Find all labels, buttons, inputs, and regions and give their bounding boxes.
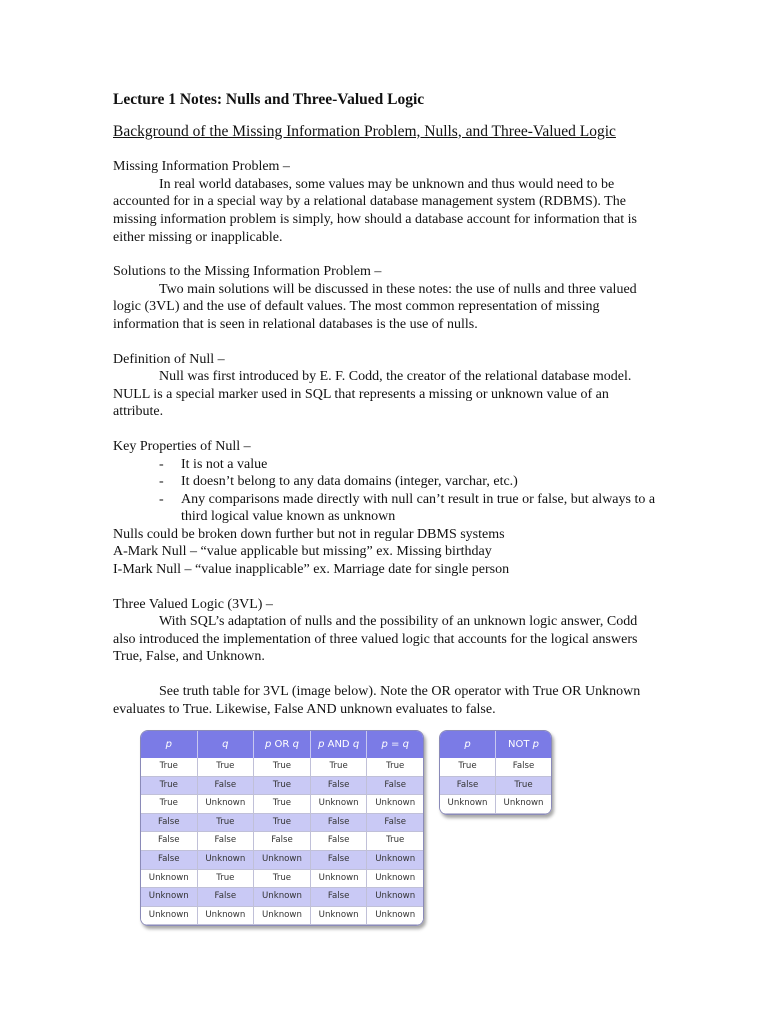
section-heading: Key Properties of Null – — [113, 438, 251, 454]
list-item: - Any comparisons made directly with null can’t result in true or false, but always to a third logical value known as unknown — [159, 491, 658, 526]
table-cell: False — [197, 832, 254, 851]
section-truth-table-note — [113, 683, 658, 718]
table-cell: True — [197, 758, 254, 776]
table-cell: False — [254, 832, 311, 851]
table-cell: False — [310, 813, 367, 832]
table-cell: False — [141, 813, 197, 832]
a-mark-null-line: A-Mark Null – “value applicable but missing” ex. Missing birthday — [113, 544, 492, 560]
section-body: Two main solutions will be discussed in these notes: the use of nulls and three valued logic (3VL) and the use of default values. The most common representation of missing information that is seen in relational databases is the use of nulls. — [113, 281, 637, 332]
table-cell: Unknown — [310, 906, 367, 925]
list-item: - It is not a value — [159, 456, 658, 474]
table-row — [440, 758, 551, 776]
table-cell: Unknown — [367, 795, 423, 814]
table-row — [440, 776, 551, 795]
table-row — [141, 888, 423, 907]
section-body: With SQL’s adaptation of nulls and the possibility of an unknown logic answer, Codd also introduced the implementation of three valued logic that accounts for the logical answers True, False, and Unknown. — [113, 614, 638, 665]
table-cell: False — [310, 888, 367, 907]
section-missing-information — [113, 158, 658, 246]
section-solutions — [113, 263, 658, 333]
section-body: Null was first introduced by E. F. Codd, the creator of the relational database model. NULL is a special marker used in SQL that represents a missing or unknown value of an attribute. — [113, 369, 632, 420]
table-cell: True — [141, 776, 197, 795]
table-cell: False — [141, 850, 197, 869]
section-key-properties — [113, 438, 658, 579]
list-item: - It doesn’t belong to any data domains (integer, varchar, etc.) — [159, 473, 658, 491]
table-cell: True — [197, 869, 254, 888]
table-row — [141, 850, 423, 869]
properties-note: Nulls could be broken down further but not in regular DBMS systems — [113, 526, 505, 542]
table-cell: False — [197, 776, 254, 795]
table-row — [141, 906, 423, 925]
table-cell: Unknown — [310, 795, 367, 814]
table-row — [141, 795, 423, 814]
table-cell: Unknown — [197, 795, 254, 814]
column-header: p = q — [367, 731, 423, 758]
table-cell: False — [367, 813, 423, 832]
column-header: p — [440, 731, 496, 758]
not-truth-table — [439, 730, 552, 815]
table-cell: True — [440, 758, 496, 776]
table-cell: False — [496, 758, 552, 776]
table-cell: False — [197, 888, 254, 907]
truth-tables — [140, 730, 580, 920]
table-cell: Unknown — [367, 888, 423, 907]
table-cell: Unknown — [141, 906, 197, 925]
section-heading: Definition of Null – — [113, 351, 225, 367]
section-three-valued-logic — [113, 596, 658, 666]
table-cell: True — [310, 758, 367, 776]
column-header: p — [141, 731, 197, 758]
column-header: p AND q — [310, 731, 367, 758]
table-row — [141, 813, 423, 832]
table-cell: True — [254, 869, 311, 888]
i-mark-null-line: I-Mark Null – “value inapplicable” ex. Marriage date for single person — [113, 562, 510, 578]
table-cell: True — [367, 832, 423, 851]
column-header: q — [197, 731, 254, 758]
section-heading: Three Valued Logic (3VL) – — [113, 596, 273, 612]
table-cell: True — [254, 776, 311, 795]
table-cell: Unknown — [367, 869, 423, 888]
section-body: See truth table for 3VL (image below). Note the OR operator with True OR Unknown evaluates to True. Likewise, False AND unknown evaluates to false. — [113, 684, 641, 717]
document-page — [113, 91, 658, 735]
table-cell: Unknown — [310, 869, 367, 888]
table-cell: False — [310, 850, 367, 869]
table-cell: True — [254, 795, 311, 814]
section-body: In real world databases, some values may be unknown and thus would need to be accounted for in a special way by a relational database management system (RDBMS). The missing information problem is simply, how should a database account for information that is either missing or inapplicable. — [113, 176, 638, 245]
table-cell: False — [141, 832, 197, 851]
table-cell: True — [254, 758, 311, 776]
table-row — [440, 795, 551, 814]
table-cell: Unknown — [254, 850, 311, 869]
properties-list — [113, 456, 658, 526]
table-cell: Unknown — [367, 850, 423, 869]
table-cell: True — [496, 776, 552, 795]
table-cell: Unknown — [197, 850, 254, 869]
section-heading: Solutions to the Missing Information Problem – — [113, 264, 382, 280]
table-cell: Unknown — [496, 795, 552, 814]
table-cell: False — [440, 776, 496, 795]
table-cell: True — [141, 795, 197, 814]
table-cell: False — [310, 832, 367, 851]
table-cell: Unknown — [141, 869, 197, 888]
section-heading: Missing Information Problem – — [113, 159, 290, 175]
section-definition — [113, 351, 658, 421]
table-row — [141, 869, 423, 888]
column-header: NOT p — [496, 731, 552, 758]
table-cell: Unknown — [254, 906, 311, 925]
table-cell: True — [141, 758, 197, 776]
column-header: p OR q — [254, 731, 311, 758]
table-cell: False — [310, 776, 367, 795]
table-cell: True — [254, 813, 311, 832]
document-title: Lecture 1 Notes: Nulls and Three-Valued Logic — [113, 91, 425, 108]
table-row — [141, 832, 423, 851]
document-subtitle: Background of the Missing Information Problem, Nulls, and Three-Valued Logic — [113, 122, 616, 140]
table-cell: Unknown — [367, 906, 423, 925]
table-cell: False — [367, 776, 423, 795]
table-cell: Unknown — [440, 795, 496, 814]
table-row — [141, 758, 423, 776]
table-row — [141, 776, 423, 795]
three-valued-truth-table — [140, 730, 424, 926]
table-cell: Unknown — [197, 906, 254, 925]
table-cell: Unknown — [141, 888, 197, 907]
table-cell: True — [197, 813, 254, 832]
table-cell: True — [367, 758, 423, 776]
table-cell: Unknown — [254, 888, 311, 907]
